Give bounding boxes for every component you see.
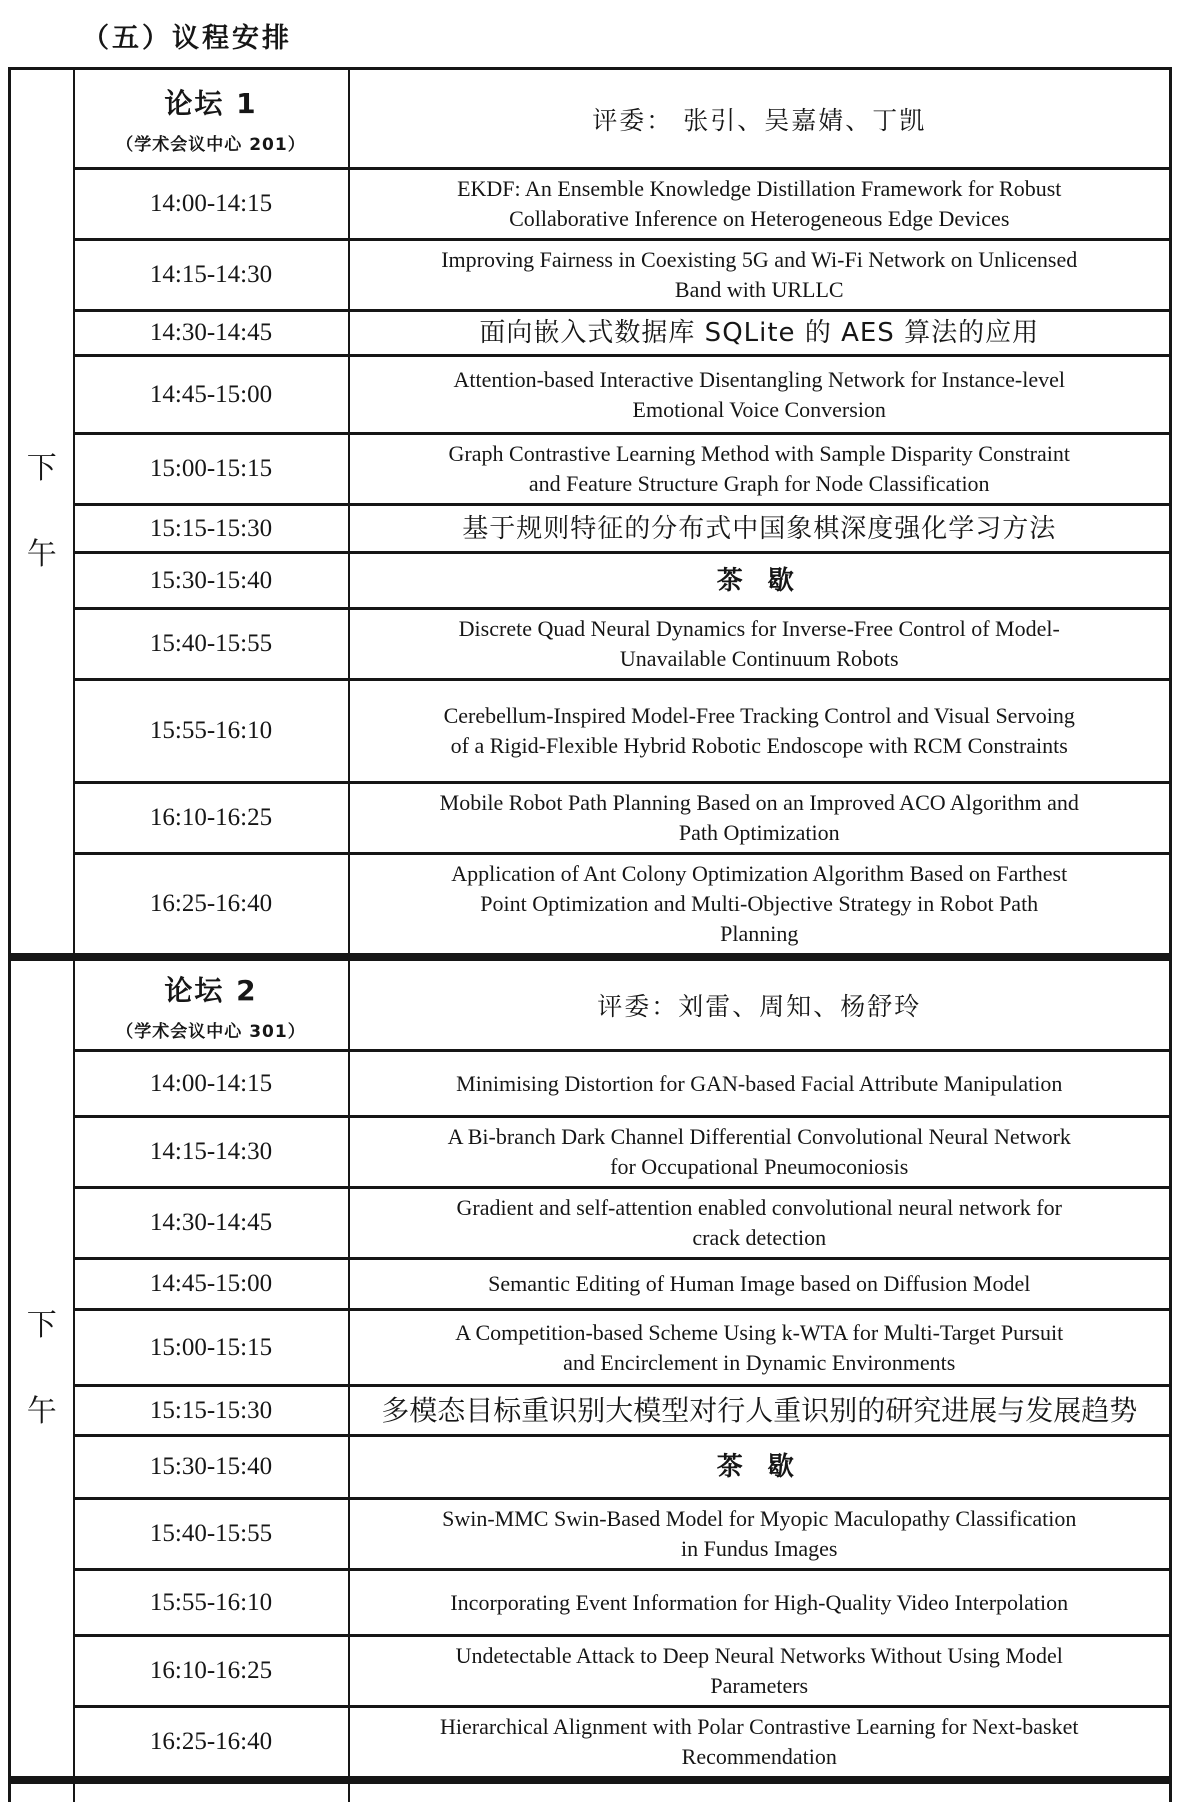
session-row [10,311,1171,356]
forum-header-row [10,69,1171,169]
time-cell: 15:40-15:55 [74,609,349,680]
judges-cell: 评委： 张引、吴嘉婧、丁凯 [349,69,1171,169]
session-row [10,1636,1171,1707]
judges-cell: 评委：刘雷、周知、杨舒玲 [349,959,1171,1051]
title-cell: Incorporating Event Information for High-Quality Video Interpolation [349,1570,1171,1636]
title-cell: Undetectable Attack to Deep Neural Networks Without Using Model Parameters [349,1636,1171,1707]
partial-period-cell [11,1784,75,1802]
session-row [10,680,1171,783]
title-cell: A Bi-branch Dark Channel Differential Convolutional Neural Network for Occupational Pneumoconiosis [349,1117,1171,1188]
title-cell: 多模态目标重识别大模型对行人重识别的研究进展与发展趋势 [349,1386,1171,1436]
time-cell: 15:55-16:10 [74,680,349,783]
time-cell: 16:10-16:25 [74,783,349,854]
period-cell: 下午 [10,959,74,1778]
title-cell: Swin-MMC Swin-Based Model for Myopic Maculopathy Classification in Fundus Images [349,1499,1171,1570]
session-row [10,1188,1171,1259]
period-cell: 下午 [10,69,74,955]
session-row [10,1051,1171,1117]
title-cell: Semantic Editing of Human Image based on Diffusion Model [349,1259,1171,1310]
title-cell: 基于规则特征的分布式中国象棋深度强化学习方法 [349,505,1171,553]
time-cell: 14:45-15:00 [74,356,349,434]
session-row [10,1310,1171,1386]
tea-break-cell: 茶 歇 [349,1436,1171,1499]
forum-name: 论坛 1 [164,87,258,120]
title-cell: Attention-based Interactive Disentangling Network for Instance-level Emotional Voice Conversion [349,356,1171,434]
title-cell: Graph Contrastive Learning Method with Sample Disparity Constraint and Feature Structure Graph for Node Classification [349,434,1171,505]
time-cell: 15:00-15:15 [74,434,349,505]
title-cell: Discrete Quad Neural Dynamics for Inverse-Free Control of Model-Unavailable Continuum Robots [349,609,1171,680]
session-row [10,1259,1171,1310]
time-cell: 14:00-14:15 [74,169,349,240]
time-cell: 14:45-15:00 [74,1259,349,1310]
session-row [10,434,1171,505]
time-cell: 14:30-14:45 [74,311,349,356]
time-cell: 15:00-15:15 [74,1310,349,1386]
title-cell: Application of Ant Colony Optimization Algorithm Based on Farthest Point Optimization and Multi-Objective Strategy in Robot Path Planning [349,854,1171,955]
time-cell: 15:15-15:30 [74,505,349,553]
time-cell: 15:30-15:40 [74,553,349,609]
section-forum-2 [8,956,1172,1779]
time-cell: 15:30-15:40 [74,1436,349,1499]
agenda-table [8,67,1172,1802]
forum-header-cell [74,959,349,1051]
title-cell: Gradient and self-attention enabled convolutional neural network for crack detection [349,1188,1171,1259]
session-row [10,240,1171,311]
time-cell: 14:15-14:30 [74,240,349,311]
session-row [10,1117,1171,1188]
forum-venue: （学术会议中心 201） [116,135,306,155]
session-row [10,609,1171,680]
title-cell: Improving Fairness in Coexisting 5G and Wi-Fi Network on Unlicensed Band with URLLC [349,240,1171,311]
partial-next-row [8,1779,1172,1802]
title-cell: Hierarchical Alignment with Polar Contrastive Learning for Next-basket Recommendation [349,1707,1171,1778]
title-cell: Minimising Distortion for GAN-based Facial Attribute Manipulation [349,1051,1171,1117]
time-cell: 16:10-16:25 [74,1636,349,1707]
title-cell: 面向嵌入式数据库 SQLite 的 AES 算法的应用 [349,311,1171,356]
forum-venue: （学术会议中心 301） [116,1021,306,1042]
session-row [10,1570,1171,1636]
session-row [10,169,1171,240]
session-row [10,1386,1171,1436]
forum-name: 论坛 2 [164,973,258,1007]
title-cell: Cerebellum-Inspired Model-Free Tracking Control and Visual Servoing of a Rigid-Flexible Hybrid Robotic Endoscope with RCM Constraints [349,680,1171,783]
section-forum-1 [8,67,1172,956]
time-cell: 14:15-14:30 [74,1117,349,1188]
session-row [10,356,1171,434]
session-row [10,854,1171,955]
session-row [10,1499,1171,1570]
session-row [10,505,1171,553]
time-cell: 16:25-16:40 [74,1707,349,1778]
time-cell: 14:00-14:15 [74,1051,349,1117]
time-cell: 16:25-16:40 [74,854,349,955]
title-cell: A Competition-based Scheme Using k-WTA for Multi-Target Pursuit and Encirclement in Dynamic Environments [349,1310,1171,1386]
page-title: （五）议程安排 [82,23,292,54]
title-cell: Mobile Robot Path Planning Based on an Improved ACO Algorithm and Path Optimization [349,783,1171,854]
partial-time-cell [75,1784,350,1802]
partial-title-cell [350,1784,1169,1802]
tea-break-row [10,1436,1171,1499]
time-cell: 15:15-15:30 [74,1386,349,1436]
session-row [10,1707,1171,1778]
tea-break-cell: 茶 歇 [349,553,1171,609]
title-cell: EKDF: An Ensemble Knowledge Distillation Framework for Robust Collaborative Inference on Heterogeneous Edge Devices [349,169,1171,240]
time-cell: 15:40-15:55 [74,1499,349,1570]
time-cell: 14:30-14:45 [74,1188,349,1259]
forum-header-row [10,959,1171,1051]
tea-break-row [10,553,1171,609]
session-row [10,783,1171,854]
forum-header-cell [74,69,349,169]
time-cell: 15:55-16:10 [74,1570,349,1636]
